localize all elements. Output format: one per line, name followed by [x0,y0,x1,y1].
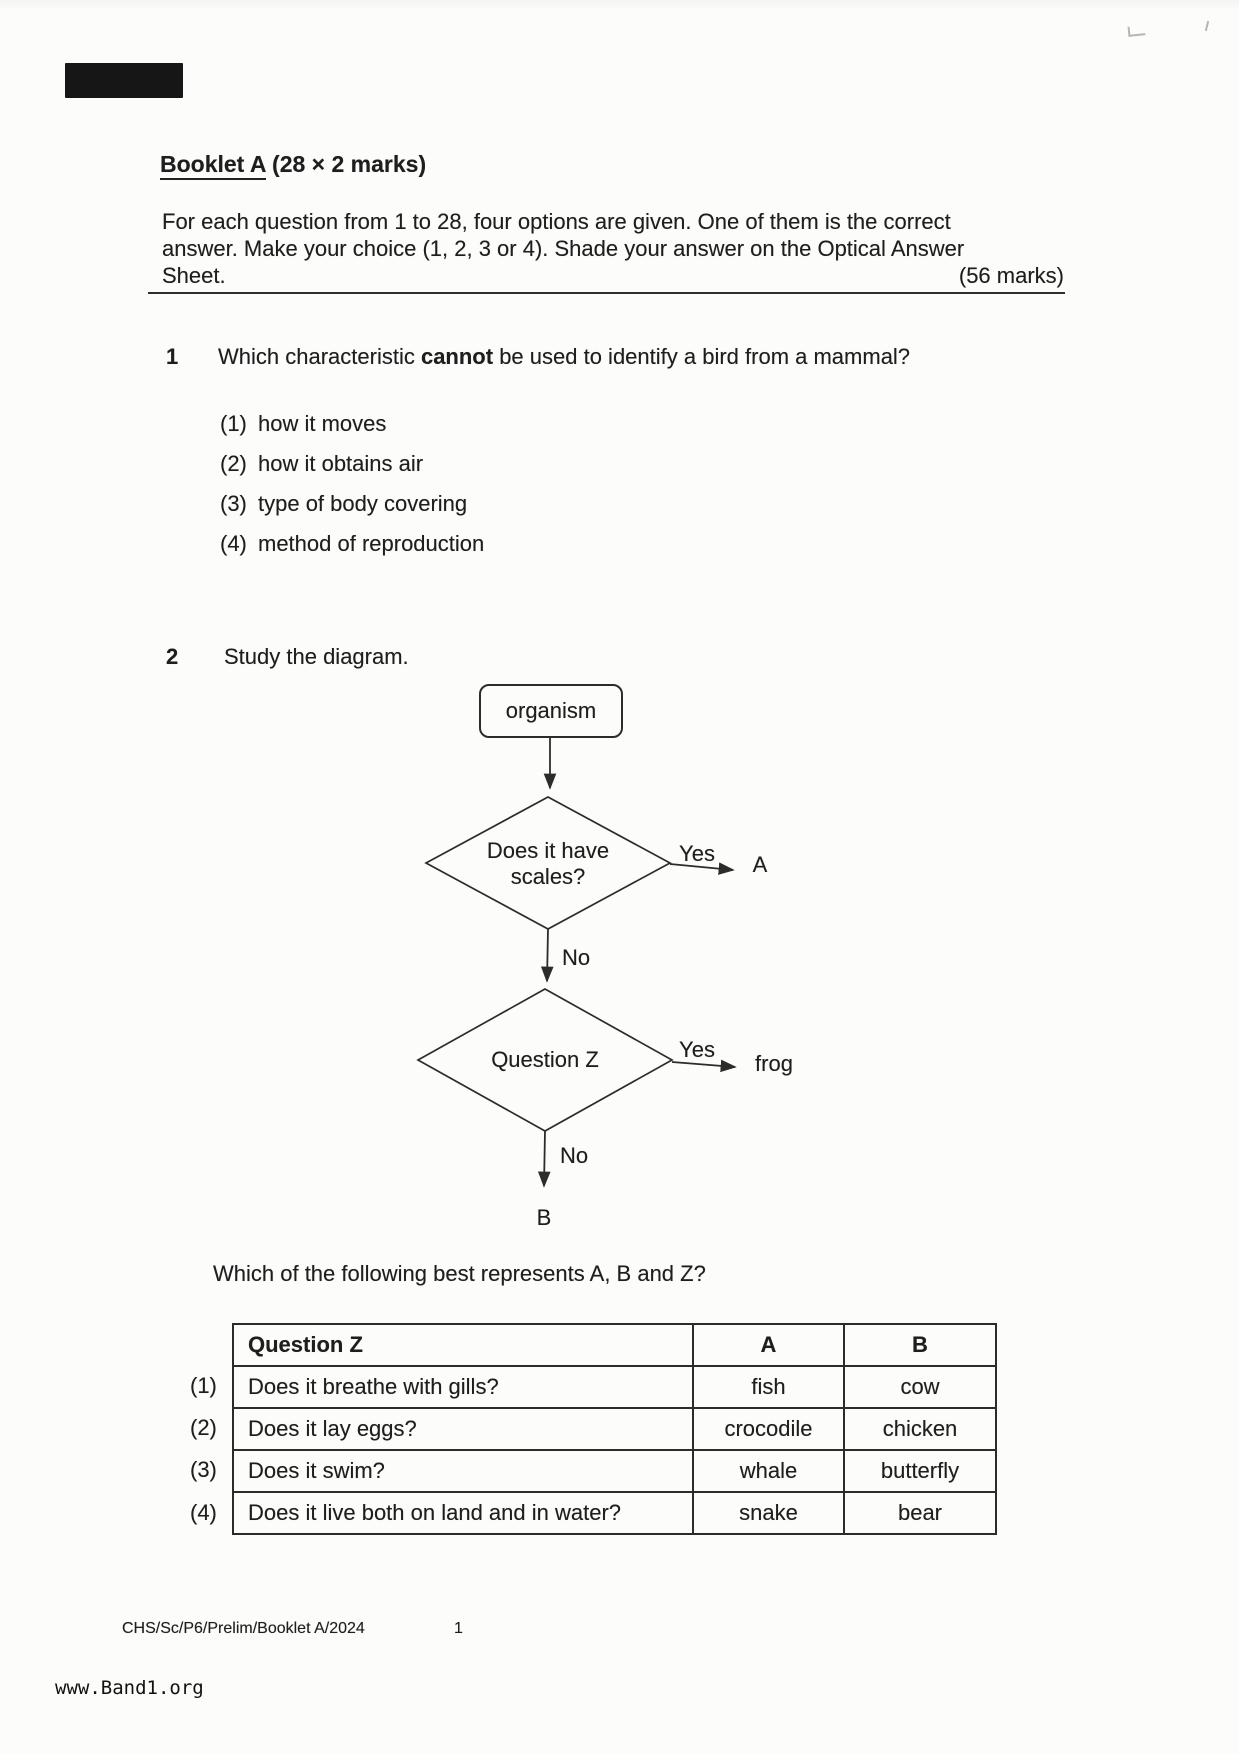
flowchart-decision1-label [487,838,609,890]
table-header-row [233,1324,996,1366]
table-cell-a: snake [693,1492,844,1534]
flowchart-outcome-frog-label: frog [755,1051,793,1076]
table-option-3-label: (3) [190,1457,217,1482]
table-cell-question: Does it live both on land and in water? [233,1492,693,1534]
scan-artifact-mark [1128,25,1146,37]
table-cell-b: bear [844,1492,996,1534]
table-row [233,1366,996,1408]
table-row [233,1408,996,1450]
q1-option-3-number: (3) [220,491,247,516]
instructions [162,208,1064,289]
question-2-stem: Study the diagram. [224,644,409,669]
question-1-number: 1 [166,344,179,369]
options-table [232,1323,997,1535]
q1-option-1-number: (1) [220,411,247,436]
instructions-line-2: answer. Make your choice (1, 2, 3 or 4). Shade your answer on the Optical Answer [162,236,965,261]
table-cell-question: Does it lay eggs? [233,1408,693,1450]
table-cell-a: fish [693,1366,844,1408]
flowchart-yes2-label: Yes [679,1037,715,1062]
q1-option-2-text: how it obtains air [258,451,424,476]
table-option-1-label: (1) [190,1373,217,1398]
decision1-line1: Does it have [486,838,610,863]
table-option-4-label: (4) [190,1500,217,1525]
flowchart-no2-label: No [559,1143,589,1168]
question-2-number: 2 [166,644,179,669]
table-row [233,1492,996,1534]
question-1-text-bold: cannot [420,344,494,369]
arrow-no-to-b [544,1131,545,1186]
table-cell-b: chicken [844,1408,996,1450]
instructions-line-1: For each question from 1 to 28, four options are given. One of them is the correct [162,209,951,234]
table-cell-question: Does it breathe with gills? [233,1366,693,1408]
booklet-title-underlined: Booklet A [160,151,266,180]
scan-artifact-mark [1205,21,1209,31]
q1-option-4-number: (4) [220,531,247,556]
flowchart-outcome-a-label: A [752,852,768,877]
table-header-a: A [693,1324,844,1366]
q1-option-2-number: (2) [220,451,247,476]
page-number: 1 [454,1620,463,1637]
table-option-2-label: (2) [190,1415,217,1440]
table-header-b: B [844,1324,996,1366]
booklet-title-marks: (28 × 2 marks) [265,151,427,177]
q1-option-3-text: type of body covering [258,491,468,516]
question-1-text [218,344,910,370]
table-cell-a: crocodile [693,1408,844,1450]
decision1-line2: scales? [510,864,586,889]
flowchart-outcome-b-label: B [536,1205,552,1230]
question-1-text-before: Which characteristic [218,344,421,369]
instructions-sheet: Sheet. [162,263,226,288]
q1-option-1-text: how it moves [258,411,387,436]
arrow-no-to-decision2 [547,929,548,981]
question-1-text-after: be used to identify a bird from a mammal? [493,344,911,369]
table-cell-question: Does it swim? [233,1450,693,1492]
question-2-subquestion: Which of the following best represents A, B and Z? [213,1261,706,1286]
table-cell-b: cow [844,1366,996,1408]
flowchart-start-label: organism [505,698,597,723]
q1-option-4-text: method of reproduction [258,531,485,556]
total-marks: (56 marks) [958,263,1064,288]
redaction-mark [65,63,183,98]
flowchart-diagram [350,670,830,1245]
booklet-title [160,151,426,178]
flowchart-decision2-label: Question Z [491,1047,599,1072]
instructions-line-3 [162,262,1064,289]
table-cell-a: whale [693,1450,844,1492]
table-cell-b: butterfly [844,1450,996,1492]
table-row [233,1450,996,1492]
flowchart-yes1-label: Yes [679,841,715,866]
document-code: CHS/Sc/P6/Prelim/Booklet A/2024 [122,1620,365,1637]
instructions-underline [148,292,1065,294]
watermark-url: www.Band1.org [55,1677,204,1699]
table-header-question-z: Question Z [233,1324,693,1366]
flowchart-no1-label: No [561,945,591,970]
